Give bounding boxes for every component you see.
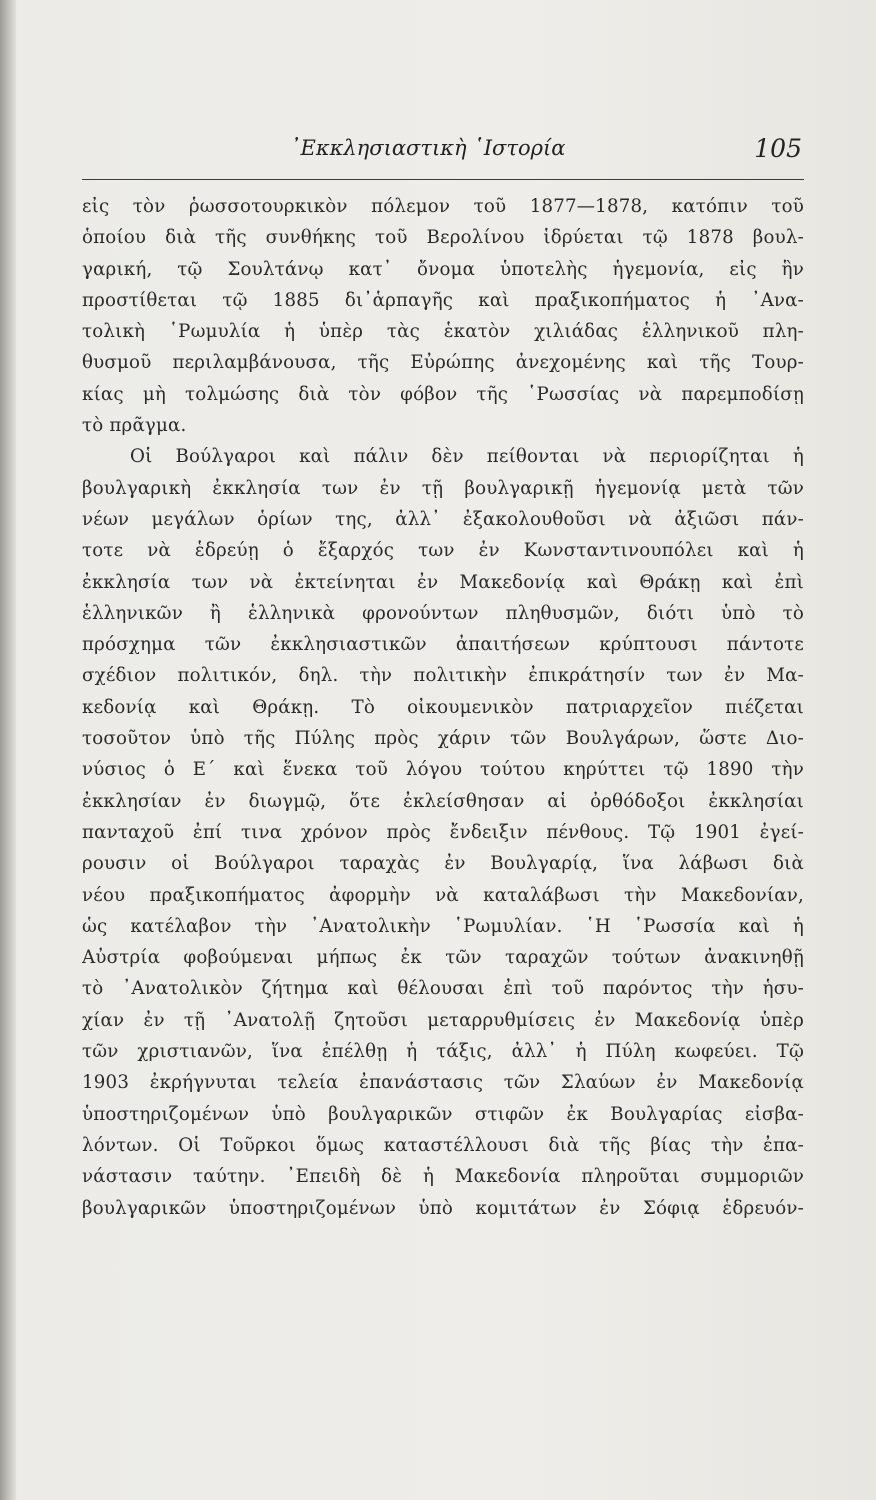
page-number: 105 bbox=[754, 134, 802, 163]
text-line: ἐκκλησία των νὰ ἐκτείνηται ἐν Μακεδονίᾳ καὶ Θράκῃ καὶ ἐπὶ bbox=[82, 571, 804, 593]
text-line: κεδονίᾳ καὶ Θράκῃ. Τὸ οἰκουμενικὸν πατριαρχεῖον πιέζεται bbox=[82, 696, 804, 718]
text-line: νάστασιν ταύτην. ᾿Επειδὴ δὲ ἡ Μακεδονία πληροῦται συμμοριῶν bbox=[82, 1166, 804, 1188]
text-line: λόντων. Οἱ Τοῦρκοι ὅμως καταστέλλουσι διὰ τῆς βίας τὴν ἐπα- bbox=[82, 1134, 804, 1156]
text-line: ρουσιν οἱ Βούλγαροι ταραχὰς ἐν Βουλγαρίᾳ, ἵνα λάβωσι διὰ bbox=[82, 853, 804, 875]
text-line: χίαν ἐν τῇ ᾿Ανατολῇ ζητοῦσι μεταρρυθμίσεις ἐν Μακεδονίᾳ ὑπὲρ bbox=[82, 1009, 804, 1031]
text-line: κίας μὴ τολμώσης διὰ τὸν φόβον τῆς ῾Ρωσσίας νὰ παρεμποδίσῃ bbox=[82, 383, 804, 405]
text-line: ὑποστηριζομένων ὑπὸ βουλγαρικῶν στιφῶν ἐκ Βουλγαρίας εἰσβα- bbox=[82, 1103, 804, 1125]
text-line: ὡς κατέλαβον τὴν ᾿Ανατολικὴν ῾Ρωμυλίαν. ῾Η ῾Ρωσσία καὶ ἡ bbox=[82, 915, 804, 937]
text-line: ἐκκλησίαν ἐν διωγμῷ, ὅτε ἐκλείσθησαν αἱ ὀρθόδοξοι ἐκκλησίαι bbox=[82, 790, 804, 812]
text-line: Οἱ Βούλγαροι καὶ πάλιν δὲν πείθονται νὰ περιορίζηται ἡ bbox=[130, 446, 804, 468]
text-line: Αὐστρία φοβούμεναι μήπως ἐκ τῶν ταραχῶν τούτων ἀνακινηθῇ bbox=[82, 947, 804, 969]
text-line: τὸ ᾿Ανατολικὸν ζήτημα καὶ θέλουσαι ἐπὶ τοῦ παρόντος τὴν ἡσυ- bbox=[82, 978, 804, 1000]
book-spine-shadow bbox=[0, 0, 16, 1500]
running-title: ᾿Εκκλησιαστικὴ ῾Ιστορία bbox=[290, 136, 566, 160]
page-header bbox=[82, 136, 804, 176]
text-line: βουλγαρικὴ ἐκκλησία των ἐν τῇ βουλγαρικῇ ἡγεμονίᾳ μετὰ τῶν bbox=[82, 477, 804, 499]
text-line: ἑλληνικῶν ἢ ἑλληνικὰ φρονούντων πληθυσμῶν, διότι ὑπὸ τὸ bbox=[82, 602, 804, 624]
text-line: τοσοῦτον ὑπὸ τῆς Πύλης πρὸς χάριν τῶν Βουλγάρων, ὥστε Διο- bbox=[82, 728, 804, 750]
text-line: σχέδιον πολιτικόν, δηλ. τὴν πολιτικὴν ἐπικράτησίν των ἐν Μα- bbox=[82, 665, 804, 687]
text-line: πρόσχημα τῶν ἐκκλησιαστικῶν ἀπαιτήσεων κρύπτουσι πάντοτε bbox=[82, 634, 804, 656]
text-line: τολικὴ ῾Ρωμυλία ἡ ὑπὲρ τὰς ἑκατὸν χιλιάδας ἑλληνικοῦ πλη- bbox=[82, 321, 804, 343]
text-line: προστίθεται τῷ 1885 δι᾿ἁρπαγῆς καὶ πραξικοπήματος ἡ ᾿Ανα- bbox=[82, 289, 804, 311]
text-line: βουλγαρικῶν ὑποστηριζομένων ὑπὸ κομιτάτων ἐν Σόφιᾳ ἑδρευόν- bbox=[82, 1197, 804, 1219]
text-line: γαρική, τῷ Σουλτάνῳ κατ᾿ ὄνομα ὑποτελὴς ἡγεμονία, εἰς ἣν bbox=[82, 258, 804, 280]
text-line: εἰς τὸν ῥωσσοτουρκικὸν πόλεμον τοῦ 1877—1878, κατόπιν τοῦ bbox=[82, 196, 804, 217]
text-line: ὁποίου διὰ τῆς συνθήκης τοῦ Βερολίνου ἱδρύεται τῷ 1878 βουλ- bbox=[82, 227, 804, 249]
text-line: νύσιος ὁ Ε΄ καὶ ἕνεκα τοῦ λόγου τούτου κηρύττει τῷ 1890 τὴν bbox=[82, 759, 804, 781]
text-line: τοτε νὰ ἑδρεύῃ ὁ ἔξαρχός των ἐν Κωνσταντινουπόλει καὶ ἡ bbox=[82, 540, 804, 562]
text-line: τῶν χριστιανῶν, ἵνα ἐπέλθῃ ἡ τάξις, ἀλλ᾿ ἡ Πύλη κωφεύει. Τῷ bbox=[82, 1041, 804, 1063]
text-line: θυσμοῦ περιλαμβάνουσα, τῆς Εὐρώπης ἀνεχομένης καὶ τῆς Τουρ- bbox=[82, 352, 804, 374]
text-line: νέου πραξικοπήματος ἀφορμὴν νὰ καταλάβωσι τὴν Μακεδονίαν, bbox=[82, 884, 804, 906]
header-rule bbox=[82, 179, 804, 180]
text-line: πανταχοῦ ἐπί τινα χρόνον πρὸς ἔνδειξιν πένθους. Τῷ 1901 ἐγεί- bbox=[82, 821, 804, 843]
text-line: 1903 ἐκρήγνυται τελεία ἐπανάστασις τῶν Σλαύων ἐν Μακεδονίᾳ bbox=[82, 1072, 804, 1094]
text-line: νέων μεγάλων ὁρίων της, ἀλλ᾿ ἐξακολουθοῦσι νὰ ἀξιῶσι πάν- bbox=[82, 508, 804, 530]
body-text bbox=[82, 191, 804, 1224]
text-line: τὸ πρᾶγμα. bbox=[82, 415, 187, 437]
